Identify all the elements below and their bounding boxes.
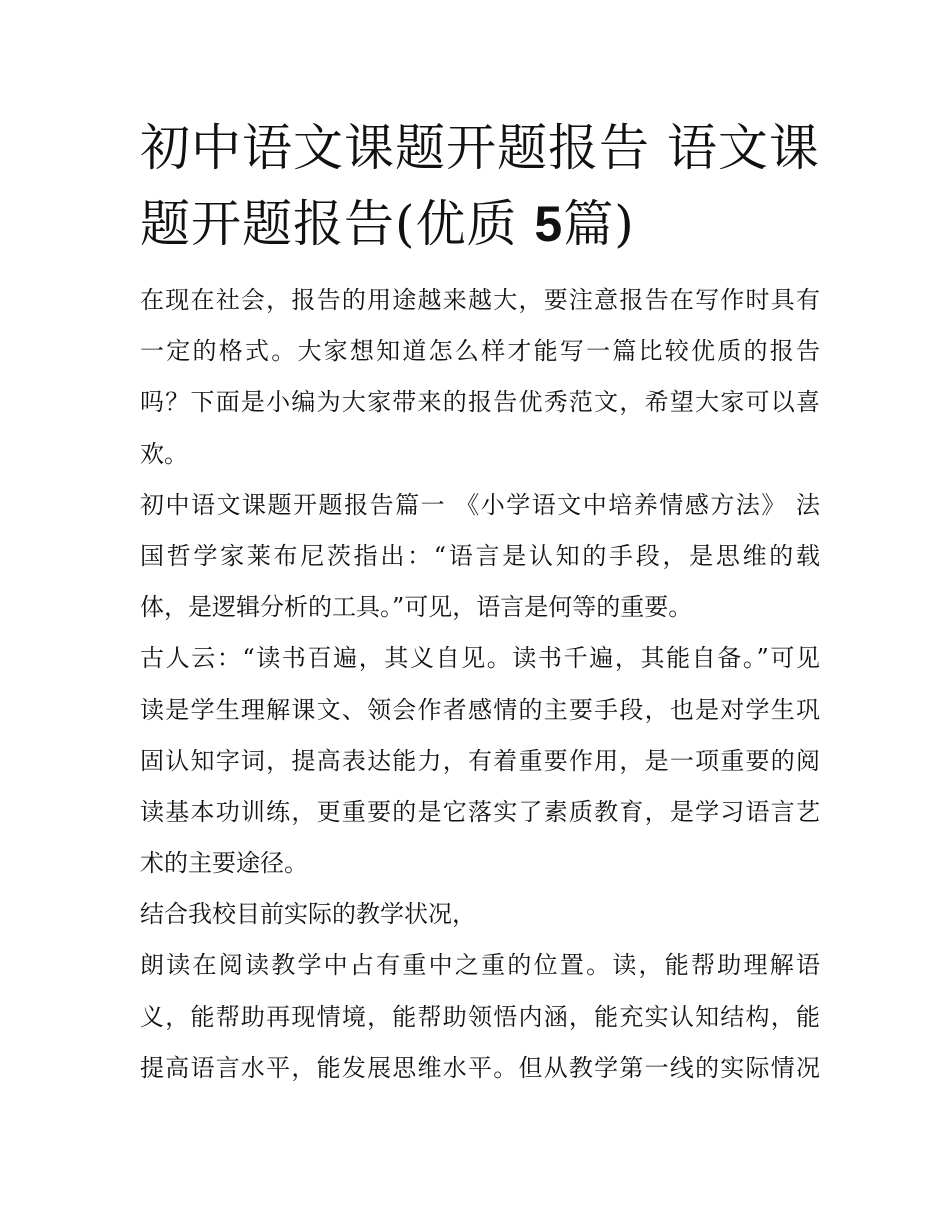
title-line-1: 初中语文课题开题报告 语文课: [140, 119, 820, 177]
document-body: [140, 275, 820, 1094]
body-line: 初中语文课题开题报告篇一 《小学语文中培养情感方法》 法: [140, 490, 820, 519]
body-line: 读是学生理解课文、领会作者感情的主要手段，也是对学生巩: [140, 695, 820, 724]
body-line: 提高语言水平，能发展思维水平。但从教学第一线的实际情况: [140, 1053, 820, 1082]
body-line: 术的主要途径。: [140, 849, 308, 878]
body-line: 在现在社会，报告的用途越来越大，要注意报告在写作时具有: [140, 286, 820, 314]
body-line: 古人云：“读书百遍，其义自见。读书千遍，其能自备。”可见: [140, 644, 820, 673]
title-count: 5: [534, 196, 564, 252]
document-title: [140, 110, 820, 262]
body-line: 结合我校目前实际的教学状况，: [140, 900, 476, 929]
body-line: 读基本功训练，更重要的是它落实了素质教育，是学习语言艺: [140, 797, 820, 826]
title-line-2: 题开题报告(优质: [140, 195, 518, 253]
body-line: 一定的格式。大家想知道怎么样才能写一篇比较优质的报告: [140, 337, 820, 366]
title-suffix: 篇): [563, 195, 635, 253]
body-line: 朗读在阅读教学中占有重中之重的位置。读，能帮助理解语: [140, 951, 820, 980]
body-line: 义，能帮助再现情境，能帮助领悟内涵，能充实认知结构，能: [140, 1002, 820, 1031]
body-line: 吗？下面是小编为大家带来的报告优秀范文，希望大家可以喜: [140, 388, 820, 417]
body-line: 体，是逻辑分析的工具。”可见，语言是何等的重要。: [140, 593, 693, 622]
body-line: 欢。: [140, 439, 188, 468]
body-line: 国哲学家莱布尼茨指出：“语言是认知的手段，是思维的载: [140, 541, 820, 570]
body-line: 固认知字词，提高表达能力，有着重要作用，是一项重要的阅: [140, 746, 820, 775]
